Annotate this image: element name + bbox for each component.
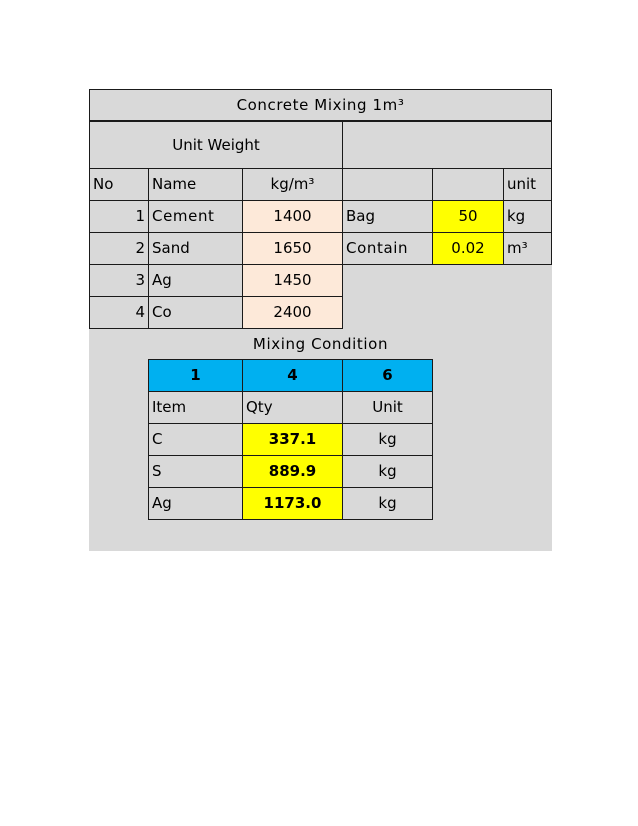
sheet-title: Concrete Mixing 1m³ bbox=[89, 89, 552, 121]
mixing-item: S bbox=[148, 455, 243, 488]
contain-unit: m³ bbox=[503, 232, 552, 265]
mixing-qty: 337.1 bbox=[242, 423, 343, 456]
row-value[interactable]: 1450 bbox=[242, 264, 343, 297]
mixing-condition-title: Mixing Condition bbox=[252, 334, 389, 353]
row-value[interactable]: 2400 bbox=[242, 296, 343, 329]
empty-header-cell bbox=[342, 121, 552, 169]
row-name: Cement bbox=[148, 200, 243, 233]
mixing-unit: kg bbox=[342, 423, 433, 456]
header-unit-weight: kg/m³ bbox=[242, 168, 343, 201]
row-value[interactable]: 1650 bbox=[242, 232, 343, 265]
header-empty-2 bbox=[432, 168, 504, 201]
mixing-header-unit: Unit bbox=[342, 391, 433, 424]
header-name: Name bbox=[148, 168, 243, 201]
row-name: Sand bbox=[148, 232, 243, 265]
mixing-unit: kg bbox=[342, 487, 433, 520]
contain-value[interactable]: 0.02 bbox=[432, 232, 504, 265]
mixing-qty: 1173.0 bbox=[242, 487, 343, 520]
mixing-item: C bbox=[148, 423, 243, 456]
row-value[interactable]: 1400 bbox=[242, 200, 343, 233]
row-no: 1 bbox=[89, 200, 149, 233]
row-name: Co bbox=[148, 296, 243, 329]
header-no: No bbox=[89, 168, 149, 201]
row-no: 3 bbox=[89, 264, 149, 297]
row-name: Ag bbox=[148, 264, 243, 297]
mixing-header-qty: Qty bbox=[242, 391, 343, 424]
bag-value[interactable]: 50 bbox=[432, 200, 504, 233]
ratio-cement[interactable]: 1 bbox=[148, 359, 243, 392]
row-no: 4 bbox=[89, 296, 149, 329]
mixing-item: Ag bbox=[148, 487, 243, 520]
row-no: 2 bbox=[89, 232, 149, 265]
header-unit: unit bbox=[503, 168, 552, 201]
header-empty-1 bbox=[342, 168, 433, 201]
ratio-aggregate[interactable]: 6 bbox=[342, 359, 433, 392]
bag-unit: kg bbox=[503, 200, 552, 233]
mixing-qty: 889.9 bbox=[242, 455, 343, 488]
mixing-unit: kg bbox=[342, 455, 433, 488]
unit-weight-header: Unit Weight bbox=[89, 121, 343, 169]
ratio-sand[interactable]: 4 bbox=[242, 359, 343, 392]
contain-label: Contain bbox=[342, 232, 433, 265]
mixing-header-item: Item bbox=[148, 391, 243, 424]
bag-label: Bag bbox=[342, 200, 433, 233]
